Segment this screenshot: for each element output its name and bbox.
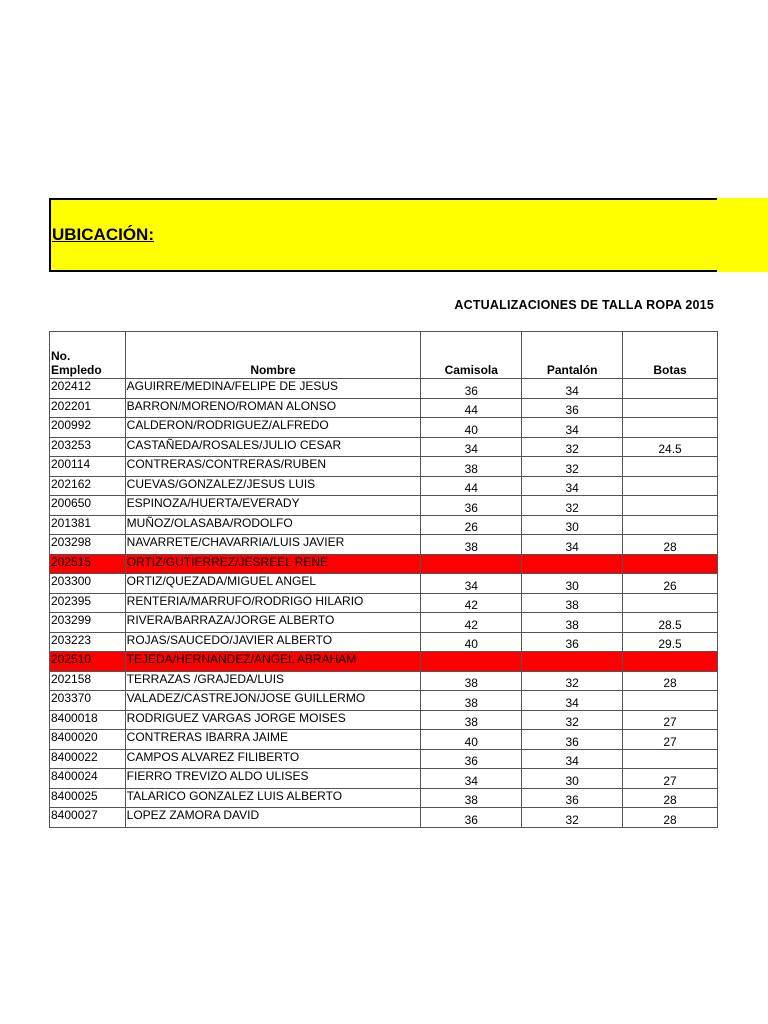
table-row xyxy=(50,515,718,535)
table-row xyxy=(50,476,718,496)
boot-size-cell xyxy=(623,418,718,438)
employee-number-cell: 203223 xyxy=(50,632,126,652)
boot-size-cell: 27 xyxy=(623,769,718,789)
employee-name-cell: CONTRERAS/CONTRERAS/RUBEN xyxy=(125,457,421,477)
employee-name-cell: RIVERA/BARRAZA/JORGE ALBERTO xyxy=(125,613,421,633)
header-boots: Botas xyxy=(623,332,718,379)
boot-size-cell: 28 xyxy=(623,788,718,808)
employee-name-cell: RENTERIA/MARRUFO/RODRIGO HILARIO xyxy=(125,593,421,613)
shirt-size-cell: 38 xyxy=(421,691,522,711)
table-row xyxy=(50,613,718,633)
pants-size-cell: 38 xyxy=(522,613,623,633)
boot-size-cell xyxy=(623,515,718,535)
header-employee-number xyxy=(50,332,126,379)
boot-size-cell: 26 xyxy=(623,574,718,594)
shirt-size-cell: 38 xyxy=(421,671,522,691)
table-row xyxy=(50,535,718,555)
table-row xyxy=(50,632,718,652)
employee-number-cell: 202510 xyxy=(50,652,126,672)
employee-number-cell: 8400020 xyxy=(50,730,126,750)
employee-name-cell: CONTRERAS IBARRA JAIME xyxy=(125,730,421,750)
pants-size-cell: 30 xyxy=(522,515,623,535)
shirt-size-cell: 44 xyxy=(421,398,522,418)
shirt-size-cell: 40 xyxy=(421,632,522,652)
employee-number-cell: 202201 xyxy=(50,398,126,418)
boot-size-cell: 28 xyxy=(623,671,718,691)
boot-size-cell xyxy=(623,652,718,672)
table-header-row xyxy=(50,332,718,379)
report-title: ACTUALIZACIONES DE TALLA ROPA 2015 xyxy=(454,298,714,312)
employee-number-cell: 203300 xyxy=(50,574,126,594)
boot-size-cell: 28.5 xyxy=(623,613,718,633)
pants-size-cell: 32 xyxy=(522,710,623,730)
boot-size-cell xyxy=(623,398,718,418)
shirt-size-cell: 34 xyxy=(421,769,522,789)
pants-size-cell: 38 xyxy=(522,593,623,613)
employee-name-cell: ROJAS/SAUCEDO/JAVIER ALBERTO xyxy=(125,632,421,652)
pants-size-cell: 34 xyxy=(522,418,623,438)
boot-size-cell: 27 xyxy=(623,710,718,730)
employee-number-cell: 203299 xyxy=(50,613,126,633)
employee-number-cell: 8400024 xyxy=(50,769,126,789)
shirt-size-cell: 40 xyxy=(421,418,522,438)
shirt-size-cell xyxy=(421,554,522,574)
employee-name-cell: RODRIGUEZ VARGAS JORGE MOISES xyxy=(125,710,421,730)
table-row xyxy=(50,593,718,613)
clothing-size-table xyxy=(49,331,718,828)
location-label: UBICACIÓN: xyxy=(52,225,154,244)
pants-size-cell: 32 xyxy=(522,457,623,477)
employee-name-cell: CASTAÑEDA/ROSALES/JULIO CESAR xyxy=(125,437,421,457)
pants-size-cell: 32 xyxy=(522,437,623,457)
employee-number-cell: 203298 xyxy=(50,535,126,555)
boot-size-cell xyxy=(623,554,718,574)
table-row xyxy=(50,710,718,730)
employee-name-cell: BARRON/MORENO/ROMAN ALONSO xyxy=(125,398,421,418)
pants-size-cell: 36 xyxy=(522,730,623,750)
employee-name-cell: LOPEZ ZAMORA DAVID xyxy=(125,808,421,828)
employee-number-cell: 202412 xyxy=(50,379,126,399)
employee-name-cell: CUEVAS/GONZALEZ/JESUS LUIS xyxy=(125,476,421,496)
pants-size-cell: 32 xyxy=(522,808,623,828)
employee-number-cell: 8400025 xyxy=(50,788,126,808)
table-row xyxy=(50,437,718,457)
shirt-size-cell: 42 xyxy=(421,613,522,633)
boot-size-cell xyxy=(623,457,718,477)
pants-size-cell: 36 xyxy=(522,632,623,652)
employee-number-cell: 202162 xyxy=(50,476,126,496)
pants-size-cell: 32 xyxy=(522,671,623,691)
shirt-size-cell: 38 xyxy=(421,535,522,555)
table-row xyxy=(50,496,718,516)
employee-number-cell: 200992 xyxy=(50,418,126,438)
boot-size-cell xyxy=(623,496,718,516)
employee-name-cell: ORTIZ/QUEZADA/MIGUEL ANGEL xyxy=(125,574,421,594)
employee-name-cell: MUÑOZ/OLASABA/RODOLFO xyxy=(125,515,421,535)
header-name: Nombre xyxy=(125,332,421,379)
table-row xyxy=(50,691,718,711)
shirt-size-cell: 36 xyxy=(421,379,522,399)
location-box-extension xyxy=(717,198,768,272)
employee-number-cell: 8400022 xyxy=(50,749,126,769)
boot-size-cell: 28 xyxy=(623,535,718,555)
table-row xyxy=(50,730,718,750)
boot-size-cell xyxy=(623,691,718,711)
boot-size-cell: 28 xyxy=(623,808,718,828)
shirt-size-cell xyxy=(421,652,522,672)
location-box xyxy=(49,198,717,272)
employee-name-cell: AGUIRRE/MEDINA/FELIPE DE JESUS xyxy=(125,379,421,399)
employee-number-cell: 202515 xyxy=(50,554,126,574)
shirt-size-cell: 36 xyxy=(421,808,522,828)
employee-number-cell: 202158 xyxy=(50,671,126,691)
employee-name-cell: CALDERON/RODRIGUEZ/ALFREDO xyxy=(125,418,421,438)
table-row xyxy=(50,457,718,477)
pants-size-cell: 36 xyxy=(522,788,623,808)
employee-name-cell: FIERRO TREVIZO ALDO ULISES xyxy=(125,769,421,789)
employee-number-cell: 8400027 xyxy=(50,808,126,828)
table-row-flagged xyxy=(50,554,718,574)
employee-name-cell: TALARICO GONZALEZ LUIS ALBERTO xyxy=(125,788,421,808)
pants-size-cell: 34 xyxy=(522,476,623,496)
header-employee-number-line2: Empledo xyxy=(51,363,102,377)
boot-size-cell xyxy=(623,593,718,613)
boot-size-cell xyxy=(623,379,718,399)
table-row xyxy=(50,379,718,399)
shirt-size-cell: 26 xyxy=(421,515,522,535)
employee-number-cell: 8400018 xyxy=(50,710,126,730)
employee-name-cell: TERRAZAS /GRAJEDA/LUIS xyxy=(125,671,421,691)
employee-number-cell: 200114 xyxy=(50,457,126,477)
boot-size-cell xyxy=(623,476,718,496)
employee-number-cell: 201381 xyxy=(50,515,126,535)
employee-name-cell: CAMPOS ALVAREZ FILIBERTO xyxy=(125,749,421,769)
boot-size-cell: 29.5 xyxy=(623,632,718,652)
table-row xyxy=(50,749,718,769)
shirt-size-cell: 44 xyxy=(421,476,522,496)
shirt-size-cell: 38 xyxy=(421,457,522,477)
table-row xyxy=(50,418,718,438)
header-employee-number-line1: No. xyxy=(51,349,71,363)
header-pants: Pantalón xyxy=(522,332,623,379)
shirt-size-cell: 36 xyxy=(421,749,522,769)
pants-size-cell: 34 xyxy=(522,749,623,769)
pants-size-cell: 36 xyxy=(522,398,623,418)
table-row xyxy=(50,769,718,789)
pants-size-cell: 30 xyxy=(522,769,623,789)
table-row xyxy=(50,808,718,828)
employee-name-cell: TEJEDA/HERNANDEZ/ANGEL ABRAHAM xyxy=(125,652,421,672)
shirt-size-cell: 38 xyxy=(421,788,522,808)
employee-number-cell: 203253 xyxy=(50,437,126,457)
shirt-size-cell: 34 xyxy=(421,437,522,457)
pants-size-cell: 34 xyxy=(522,691,623,711)
employee-name-cell: ESPINOZA/HUERTA/EVERADY xyxy=(125,496,421,516)
pants-size-cell: 30 xyxy=(522,574,623,594)
table-row xyxy=(50,398,718,418)
pants-size-cell: 34 xyxy=(522,379,623,399)
employee-number-cell: 200650 xyxy=(50,496,126,516)
boot-size-cell xyxy=(623,749,718,769)
header-shirt: Camisola xyxy=(421,332,522,379)
employee-number-cell: 202395 xyxy=(50,593,126,613)
shirt-size-cell: 42 xyxy=(421,593,522,613)
employee-name-cell: ORTIZ/GUTIERREZ/JESREEL RENE xyxy=(125,554,421,574)
table-row xyxy=(50,788,718,808)
shirt-size-cell: 34 xyxy=(421,574,522,594)
table-row xyxy=(50,671,718,691)
pants-size-cell: 32 xyxy=(522,496,623,516)
employee-name-cell: NAVARRETE/CHAVARRIA/LUIS JAVIER xyxy=(125,535,421,555)
boot-size-cell: 27 xyxy=(623,730,718,750)
boot-size-cell: 24.5 xyxy=(623,437,718,457)
employee-number-cell: 203370 xyxy=(50,691,126,711)
pants-size-cell: 34 xyxy=(522,535,623,555)
shirt-size-cell: 36 xyxy=(421,496,522,516)
shirt-size-cell: 38 xyxy=(421,710,522,730)
pants-size-cell xyxy=(522,652,623,672)
table-row xyxy=(50,574,718,594)
table-row-flagged xyxy=(50,652,718,672)
pants-size-cell xyxy=(522,554,623,574)
shirt-size-cell: 40 xyxy=(421,730,522,750)
employee-name-cell: VALADEZ/CASTREJON/JOSE GUILLERMO xyxy=(125,691,421,711)
